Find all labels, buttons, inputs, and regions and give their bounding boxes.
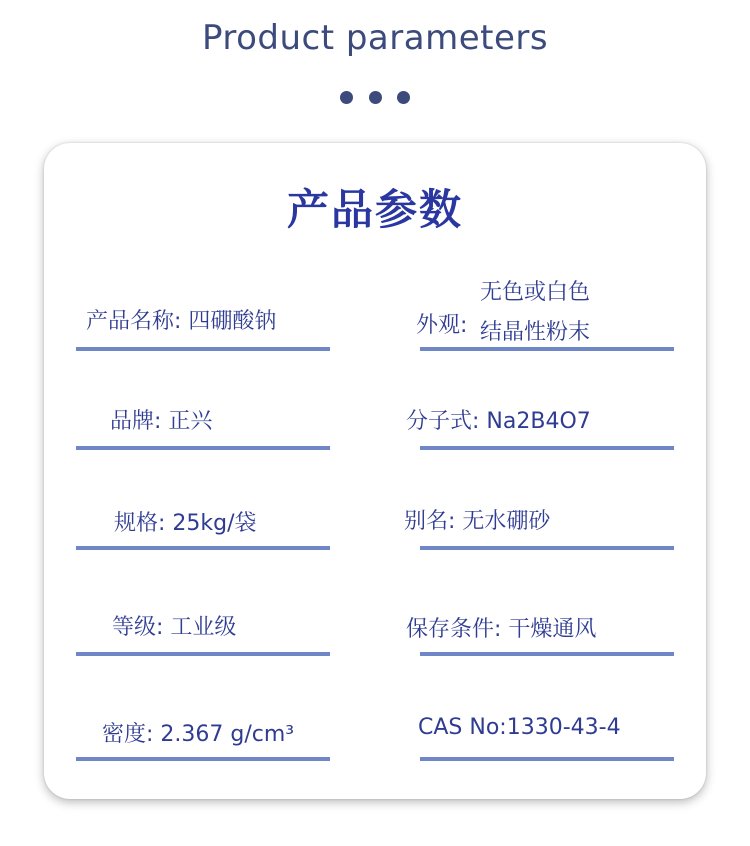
field-label: 品牌: [110,409,162,434]
field-grade [76,596,330,656]
field-value: 干燥通风 [508,617,597,642]
field-brand [76,390,330,450]
field-value: Na2B4O7 [486,409,591,434]
field-label: 别名: [404,509,456,534]
field-text [406,404,591,435]
field-cas [420,701,674,761]
field-text [404,504,550,535]
field-formula [406,390,674,450]
field-alias [404,490,674,550]
field-text [114,506,257,537]
field-text [112,610,236,641]
field-text [102,717,294,748]
field-label: 密度: [102,722,154,747]
underline [76,757,330,761]
underline [76,446,330,450]
field-label: 分子式: [406,409,480,434]
field-label: 产品名称: [86,309,182,334]
field-storage [406,596,674,656]
field-value [480,273,590,353]
underline [76,652,330,656]
underline [420,347,674,351]
field-label: 保存条件: [406,617,502,642]
field-value: 无水硼砂 [462,509,551,534]
field-value: 2.367 g/cm³ [160,722,295,747]
field-label: 外观: [416,313,468,338]
field-text [406,612,596,643]
field-spec [76,490,330,550]
field-value: 正兴 [168,409,213,434]
decorative-dots [0,89,750,108]
page-title: Product parameters [201,18,549,58]
field-value: 四硼酸钠 [188,309,277,334]
value-line: 结晶性粉末 [480,320,591,345]
underline [76,347,330,351]
field-text [86,304,276,335]
underline [76,546,330,550]
field-value: 工业级 [170,615,237,640]
field-density [76,701,330,761]
field-text [418,715,621,740]
dot-icon [340,91,353,104]
underline [420,446,674,450]
field-label: 等级: [112,615,164,640]
parameters-card [44,143,706,799]
value-line: 无色或白色 [480,280,591,305]
field-value: 25kg/袋 [172,511,257,536]
field-appearance [416,280,674,351]
dot-icon [397,91,410,104]
card-title: 产品参数 [286,185,463,234]
underline [420,652,674,656]
dot-icon [369,91,382,104]
field-text [110,404,212,435]
underline [420,546,674,550]
field-value: 1330-43-4 [506,715,621,740]
field-label: 规格: [114,511,166,536]
field-label: CAS No: [418,715,507,740]
field-product-name [76,291,330,351]
underline [420,757,674,761]
